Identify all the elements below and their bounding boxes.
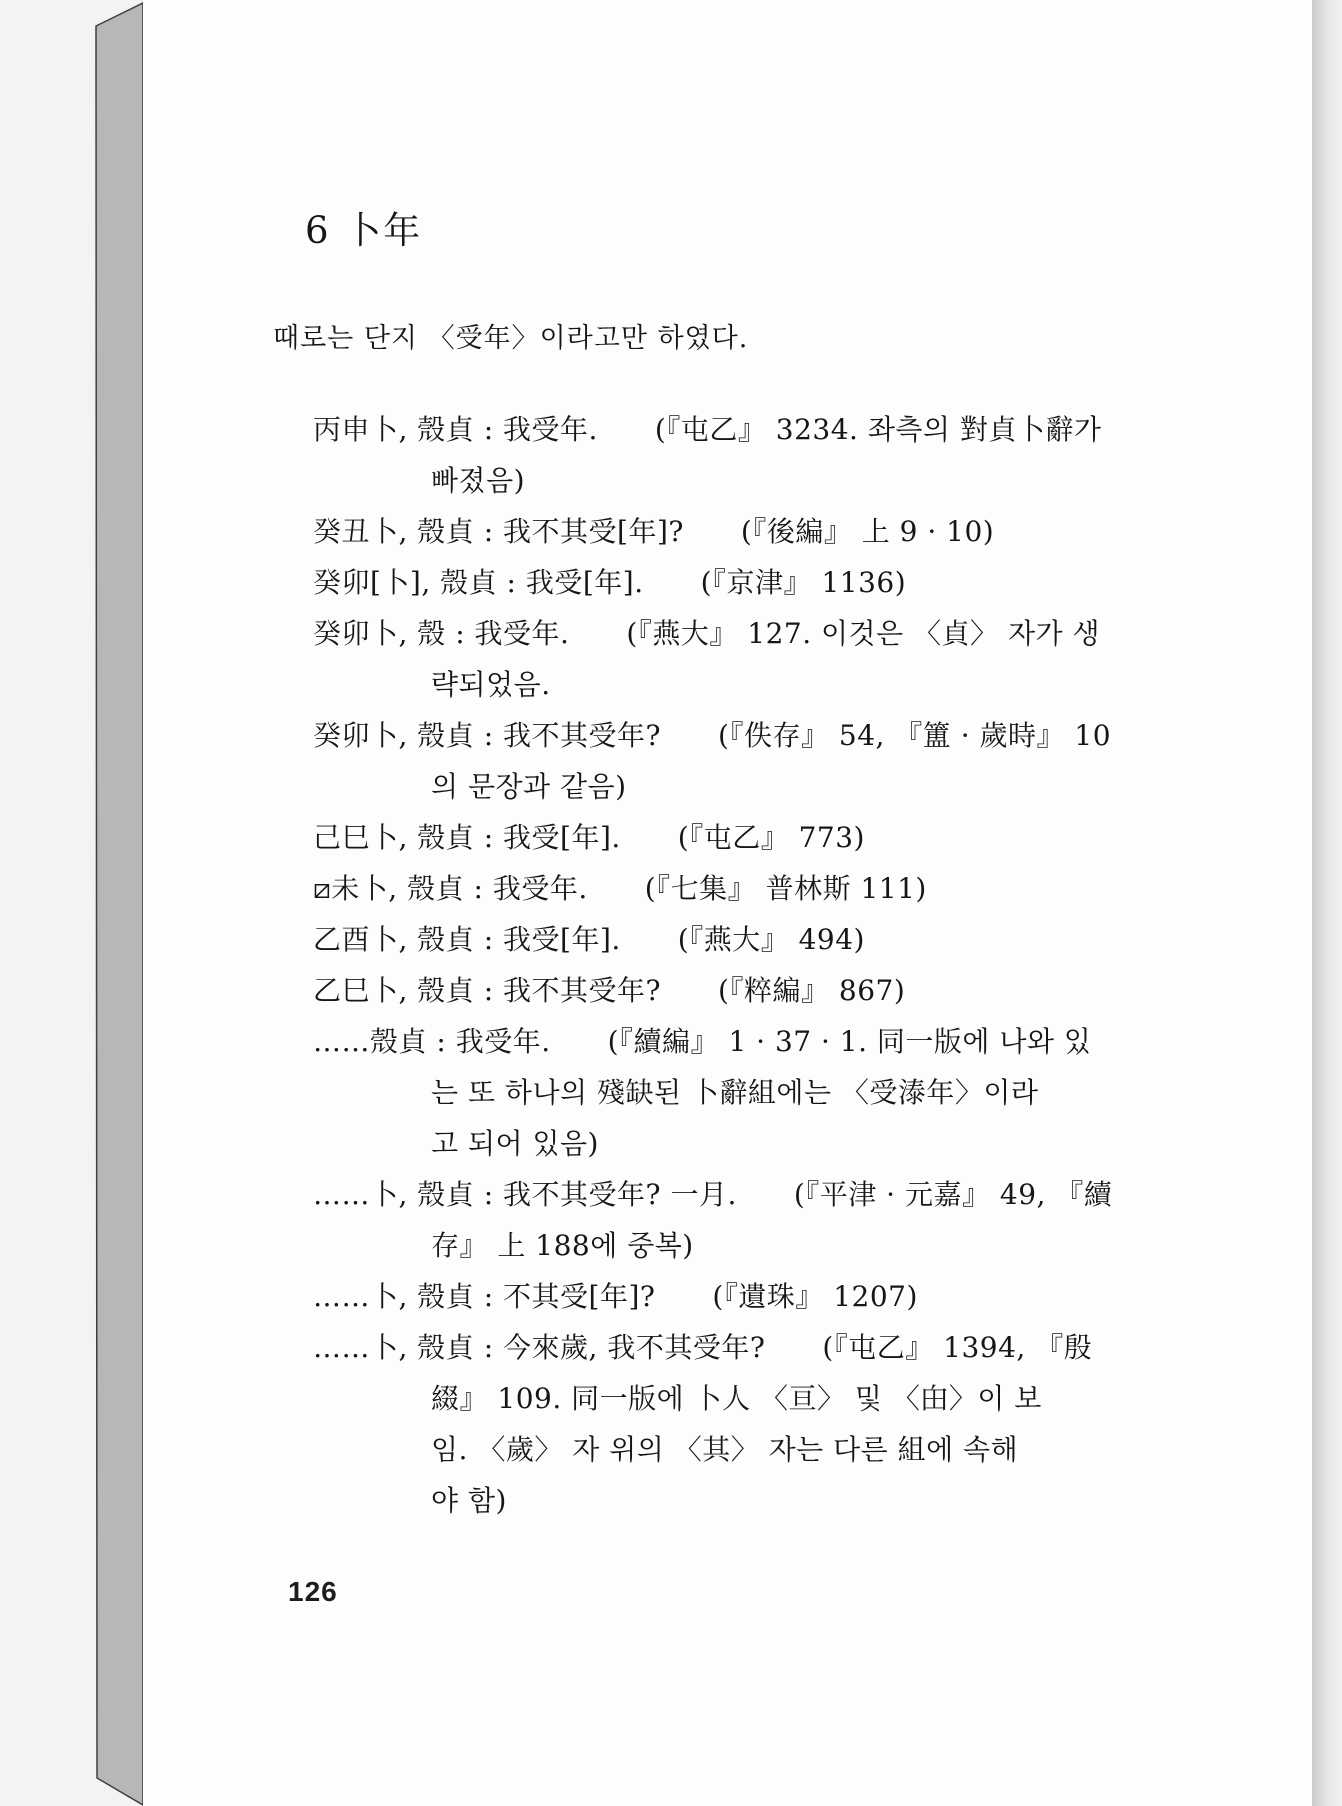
entries-list: [313, 404, 1293, 1526]
page-edge-shadow: [1312, 0, 1342, 1806]
chapter-heading: 6 卜年: [305, 209, 423, 252]
oracle-line: 綴』 109. 同一版에 卜人 〈亘〉 및 〈甶〉이 보: [431, 1382, 1042, 1415]
oracle-line: ……卜, 殼貞 : 我不其受年? 一月. (『平津 · 元嘉』 49, 『續: [313, 1178, 1113, 1211]
oracle-line: 丙申卜, 殼貞 : 我受年. (『屯乙』 3234. 좌측의 對貞卜辭가: [313, 413, 1102, 446]
oracle-line: 빠졌음): [431, 464, 526, 497]
oracle-line: 고 되어 있음): [431, 1127, 599, 1160]
oracle-line: 야 함): [431, 1484, 507, 1517]
oracle-line: ……卜, 殼貞 : 不其受[年]? (『遺珠』 1207): [313, 1280, 918, 1313]
oracle-line: 癸卯卜, 殼貞 : 我不其受年? (『佚存』 54, 『簠 · 歲時』 10: [313, 719, 1112, 752]
oracle-line: 의 문장과 같음): [431, 770, 627, 803]
oracle-line: 癸卯[卜], 殼貞 : 我受[年]. (『京津』 1136): [313, 566, 907, 599]
oracle-line: 는 또 하나의 殘缺된 卜辭組에는 〈受溙年〉이라: [431, 1076, 1039, 1109]
oracle-line: ⧄未卜, 殼貞 : 我受年. (『七集』 普林斯 111): [313, 872, 927, 905]
oracle-line: ……殼貞 : 我受年. (『續編』 1 · 37 · 1. 同一版에 나와 있: [313, 1025, 1092, 1058]
oracle-line: 癸丑卜, 殼貞 : 我不其受[年]? (『後編』 上 9 · 10): [313, 515, 995, 548]
page: [143, 0, 1312, 1806]
oracle-line: 乙巳卜, 殼貞 : 我不其受年? (『粹編』 867): [313, 974, 906, 1007]
page-number: 126: [288, 1576, 338, 1607]
oracle-line: 임. 〈歲〉 자 위의 〈其〉 자는 다른 組에 속해: [431, 1433, 1019, 1466]
oracle-line: 存』 上 188에 중복): [431, 1229, 694, 1262]
oracle-line: 己巳卜, 殼貞 : 我受[年]. (『屯乙』 773): [313, 821, 865, 854]
intro-paragraph: 때로는 단지 〈受年〉이라고만 하였다.: [273, 323, 749, 354]
oracle-line: ……卜, 殼貞 : 今來歲, 我不其受年? (『屯乙』 1394, 『殷: [313, 1331, 1093, 1364]
oracle-line: 癸卯卜, 殼 : 我受年. (『燕大』 127. 이것은 〈貞〉 자가 생: [313, 617, 1100, 650]
oracle-line: 乙酉卜, 殼貞 : 我受[年]. (『燕大』 494): [313, 923, 865, 956]
oracle-line: 략되었음.: [431, 668, 551, 701]
